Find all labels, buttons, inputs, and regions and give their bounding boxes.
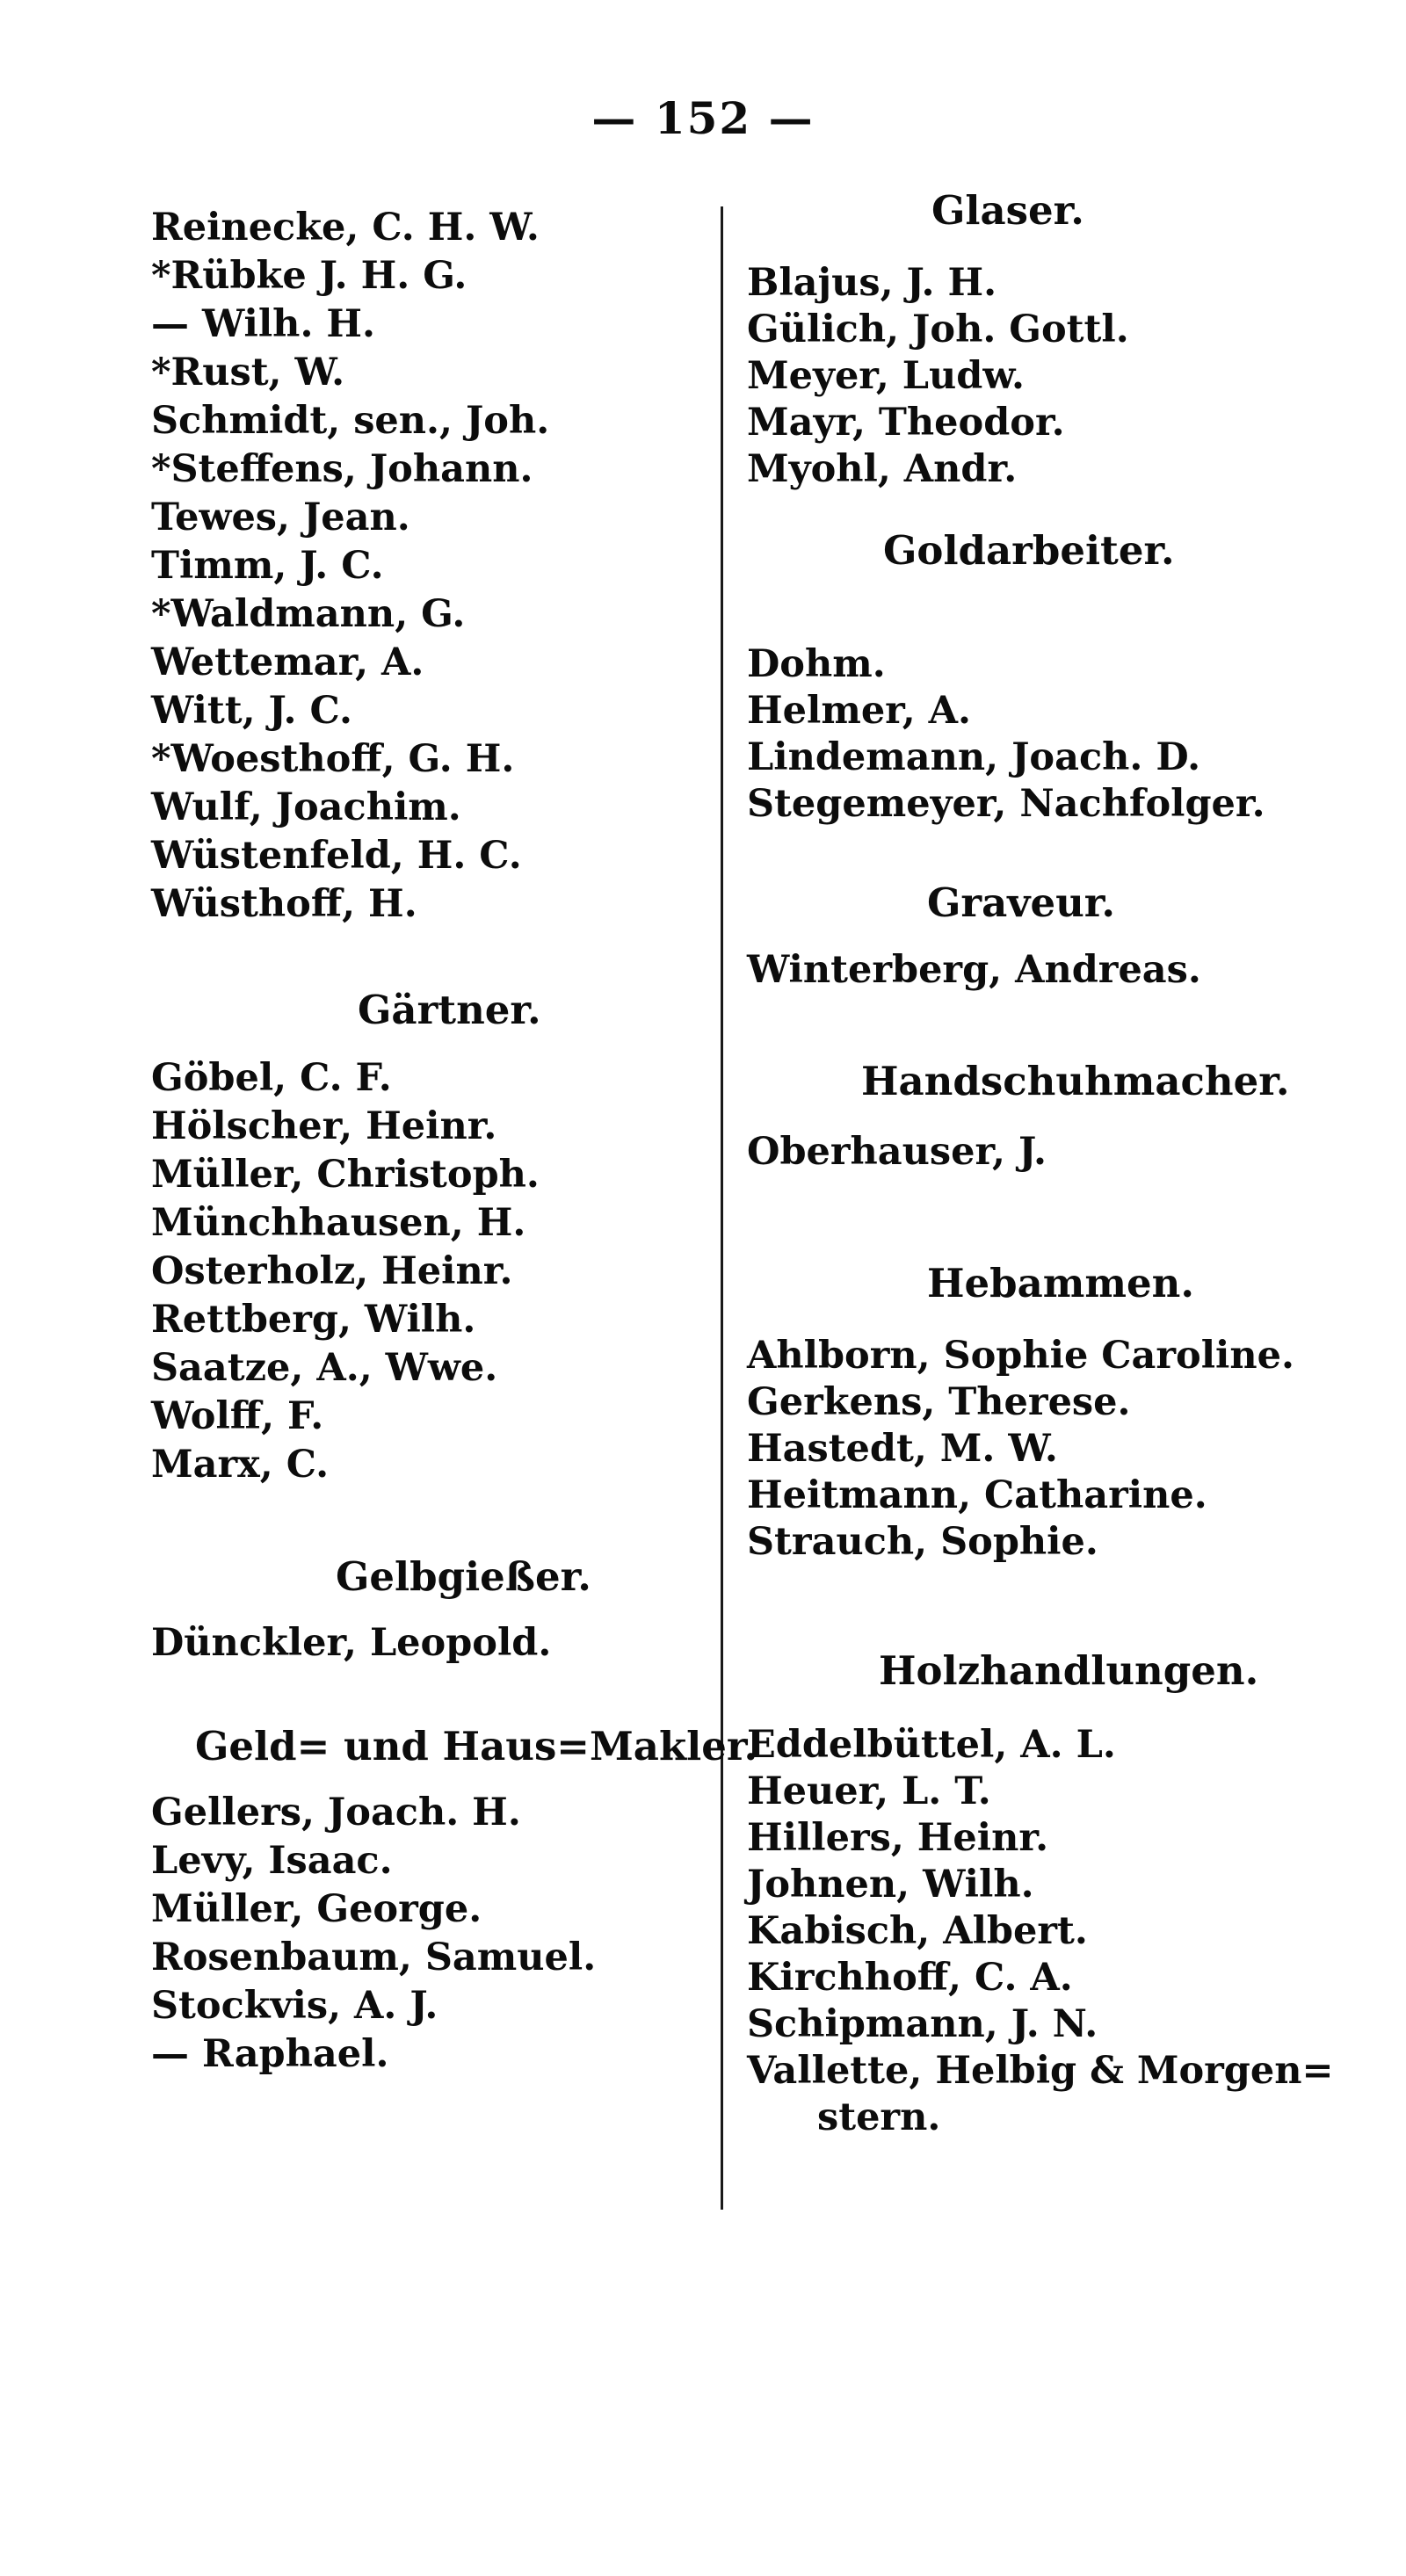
directory-entry: Helmer, A. [747, 689, 971, 733]
directory-entry: Tewes, Jean. [151, 496, 410, 539]
directory-entry: Mayr, Theodor. [747, 401, 1065, 445]
directory-entry: Myohl, Andr. [747, 447, 1018, 491]
directory-entry: Göbel, C. F. [151, 1056, 392, 1100]
directory-entry: Dohm. [747, 642, 886, 686]
section-heading: Goldarbeiter. [883, 527, 1175, 574]
left-column [151, 204, 758, 2079]
directory-entry: Gerkens, Therese. [747, 1380, 1131, 1424]
directory-entry: — Raphael. [151, 2032, 389, 2076]
section-glaser [747, 186, 1380, 493]
directory-entry: Hillers, Heinr. [747, 1816, 1049, 1860]
section-heading: Gärtner. [358, 987, 541, 1033]
directory-entry: Marx, C. [151, 1443, 330, 1487]
directory-entry: Gülich, Joh. Gottl. [747, 308, 1129, 351]
directory-entry: Schipmann, J. N. [747, 2002, 1098, 2046]
directory-entry: Heuer, L. T. [747, 1769, 991, 1813]
section-holzhandlungen [747, 1646, 1380, 2141]
directory-entry: Rosenbaum, Samuel. [151, 1936, 597, 1979]
directory-entry: Müller, Christoph. [151, 1153, 540, 1197]
directory-entry: Gellers, Joach. H. [151, 1791, 521, 1834]
directory-entry: Wolff, F. [151, 1394, 324, 1438]
directory-entry: Müller, George. [151, 1887, 482, 1931]
directory-entry: Hastedt, M. W. [747, 1427, 1058, 1471]
section-heading: Glaser. [931, 187, 1084, 234]
directory-entry: Heitmann, Catharine. [747, 1473, 1207, 1517]
directory-entry: Osterholz, Heinr. [151, 1249, 513, 1293]
directory-entry: Wüsthoff, H. [151, 882, 417, 926]
section-heading: Handschuhmacher. [861, 1058, 1290, 1104]
right-column [747, 186, 1380, 2141]
directory-entry: Johnen, Wilh. [747, 1863, 1034, 1907]
section-heading: Geld= und Haus=Makler. [195, 1723, 758, 1769]
directory-entry: Stegemeyer, Nachfolger. [747, 782, 1265, 826]
directory-entry: *Waldmann, G. [151, 592, 466, 636]
section-makler [151, 1722, 758, 2079]
directory-entry: *Woesthoff, G. H. [151, 737, 515, 781]
directory-entry: Saatze, A., Wwe. [151, 1346, 498, 1390]
directory-entry: *Steffens, Johann. [151, 447, 533, 491]
directory-entry: — Wilh. H. [151, 302, 375, 346]
directory-entry: Oberhauser, J. [747, 1130, 1047, 1174]
section-heading: Holzhandlungen. [879, 1647, 1259, 1694]
directory-entry: Ahlborn, Sophie Caroline. [747, 1334, 1294, 1378]
section-continued [151, 204, 714, 929]
directory-entry: Reinecke, C. H. W. [151, 206, 540, 250]
section-heading: Hebammen. [927, 1260, 1195, 1306]
directory-entry: Winterberg, Andreas. [747, 948, 1201, 992]
directory-entry: Kabisch, Albert. [747, 1909, 1088, 1953]
section-heading: Graveur. [927, 879, 1116, 926]
directory-entry: Blajus, J. H. [747, 261, 997, 305]
directory-entry: Eddelbüttel, A. L. [747, 1723, 1116, 1767]
section-gaertner [151, 986, 714, 1489]
directory-entry: Wüstenfeld, H. C. [151, 834, 522, 878]
directory-entry: Wettemar, A. [151, 640, 424, 684]
section-hebammen [747, 1259, 1380, 1566]
section-heading: Gelbgießer. [336, 1553, 591, 1600]
directory-entry: Wulf, Joachim. [151, 785, 461, 829]
directory-entry: *Rust, W. [151, 351, 345, 394]
section-handschuhmacher [747, 1057, 1380, 1176]
column-divider [721, 206, 723, 2210]
directory-entry: Timm, J. C. [151, 544, 384, 588]
directory-entry: Rettberg, Wilh. [151, 1298, 476, 1342]
directory-entry: Witt, J. C. [151, 689, 352, 733]
directory-entry: Stockvis, A. J. [151, 1984, 438, 2028]
directory-entry: Lindemann, Joach. D. [747, 735, 1201, 779]
directory-entry: *Rübke J. H. G. [151, 254, 467, 298]
directory-entry: Schmidt, sen., Joh. [151, 399, 550, 443]
directory-entry: Dünckler, Leopold. [151, 1621, 552, 1665]
directory-entry: Münchhausen, H. [151, 1201, 526, 1245]
directory-entry: Kirchhoff, C. A. [747, 1956, 1073, 2000]
directory-entry: Levy, Isaac. [151, 1839, 393, 1883]
directory-entry: stern. [817, 2095, 941, 2139]
section-gelbgiesser [151, 1552, 714, 1668]
directory-entry: Meyer, Ludw. [747, 354, 1025, 398]
directory-entry: Hölscher, Heinr. [151, 1104, 497, 1148]
directory-entry: Vallette, Helbig & Morgen= [747, 2049, 1334, 2093]
directory-entry: Strauch, Sophie. [747, 1520, 1098, 1564]
section-graveur [747, 879, 1380, 994]
section-goldarbeiter [747, 526, 1380, 828]
page-number: — 152 — [591, 92, 815, 144]
